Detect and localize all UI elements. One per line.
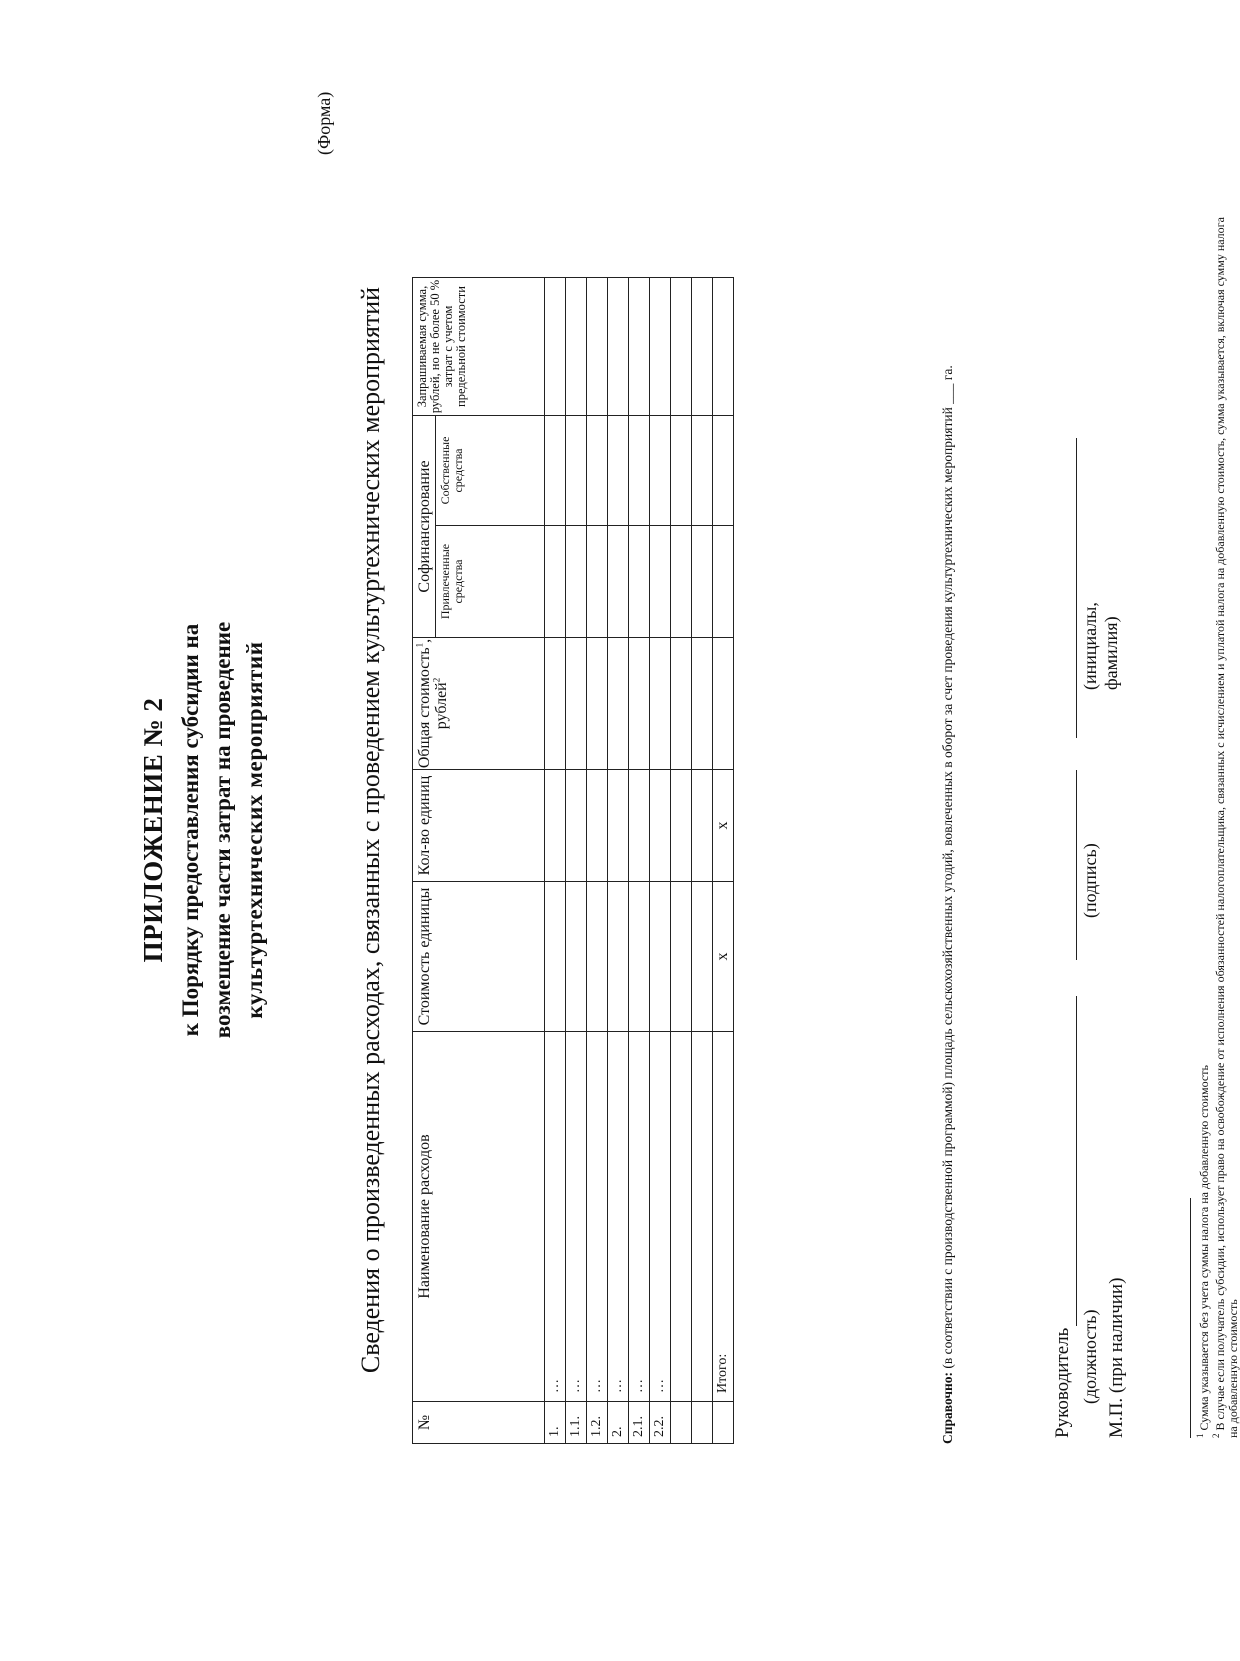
- cell-total-cost: [713, 638, 734, 770]
- cell-quantity: [545, 770, 566, 882]
- footnote-1: [1195, 208, 1211, 1438]
- cell-unit-cost: [692, 882, 713, 1032]
- cell-own-funds: [545, 416, 566, 526]
- cell-unit-cost: [650, 882, 671, 1032]
- table-row: [587, 278, 608, 1444]
- header-attracted-funds: Привлеченные средства: [435, 526, 544, 638]
- header-quantity: Кол-во единиц: [413, 770, 545, 882]
- cell-unit-cost: [671, 882, 692, 1032]
- cell-quantity: [650, 770, 671, 882]
- cell-requested-sum: [608, 278, 629, 416]
- cell-total-quantity: х: [713, 770, 734, 882]
- cell-unit-cost: [629, 882, 650, 1032]
- cell-quantity: [587, 770, 608, 882]
- table-row: [545, 278, 566, 1444]
- appendix-subtitle-line-2: возмещение части затрат на проведение: [210, 621, 235, 1039]
- table-row: [629, 278, 650, 1444]
- cell-total-cost: [650, 638, 671, 770]
- cell-total-cost: [629, 638, 650, 770]
- signature-line: [1054, 770, 1077, 960]
- table-row: [671, 278, 692, 1444]
- footnote-2-mark: 2: [1211, 1433, 1221, 1438]
- cell-attracted-funds: [545, 526, 566, 638]
- cell-quantity: [608, 770, 629, 882]
- appendix-title: ПРИЛОЖЕНИЕ № 2: [138, 697, 168, 963]
- initials-caption: (инициалы, фамилия): [1080, 602, 1121, 690]
- footnote-1-text: Сумма указывается без учета суммы налога на добавленную стоимость: [1197, 1065, 1211, 1434]
- expenses-table: [412, 277, 734, 1444]
- appendix-subtitle-line-3: культуртехнических мероприятий: [242, 641, 267, 1019]
- footnote-mark-2: 2: [431, 677, 442, 683]
- table-row-total: [713, 278, 734, 1444]
- cell-attracted-funds: [650, 526, 671, 638]
- cell-total-cost: [545, 638, 566, 770]
- cell-expense-name: …: [608, 1032, 629, 1402]
- cell-quantity: [671, 770, 692, 882]
- header-own-funds: Собственные средства: [435, 416, 544, 526]
- cell-number: 1.2.: [587, 1402, 608, 1444]
- cell-number: 1.: [545, 1402, 566, 1444]
- cell-expense-name: …: [545, 1032, 566, 1402]
- cell-unit-cost: [545, 882, 566, 1032]
- header-unit-cost: Стоимость единицы: [413, 882, 545, 1032]
- cell-requested-sum: [692, 278, 713, 416]
- cell-expense-name: …: [650, 1032, 671, 1402]
- cell-expense-name: …: [566, 1032, 587, 1402]
- reference-note-text: (в соответствии с производственной программой) площадь сельскохозяйственных угодий, вовлеченных в оборот за счет проведения культуртехнических мероприятий ___ га.: [940, 365, 955, 1372]
- footnote-1-mark: 1: [1195, 1433, 1205, 1438]
- table-body: [545, 278, 713, 1444]
- cell-own-funds: [587, 416, 608, 526]
- cell-expense-name: …: [629, 1032, 650, 1402]
- document-page: [60, 50, 1240, 1610]
- footnote-mark-1: 1: [414, 642, 425, 648]
- cell-number: 1.1.: [566, 1402, 587, 1444]
- position-caption: (должность): [1080, 1309, 1100, 1404]
- footnote-divider: [1190, 1198, 1191, 1438]
- signature-caption: (подпись): [1080, 843, 1100, 918]
- cell-attracted-funds: [566, 526, 587, 638]
- head-label: Руководитель: [1052, 1327, 1073, 1438]
- table-row: [608, 278, 629, 1444]
- cell-own-funds: [692, 416, 713, 526]
- cell-quantity: [692, 770, 713, 882]
- stamp-label: М.П. (при наличии): [1106, 1277, 1127, 1438]
- cell-total-requested: [713, 278, 734, 416]
- header-total-cost: [413, 638, 545, 770]
- cell-requested-sum: [650, 278, 671, 416]
- cell-unit-cost: [587, 882, 608, 1032]
- document-heading: Сведения о произведенных расходах, связанных с проведением культуртехнических мероприятий: [356, 286, 385, 1374]
- cell-total-cost: [587, 638, 608, 770]
- cell-requested-sum: [587, 278, 608, 416]
- cell-quantity: [566, 770, 587, 882]
- header-total-cost-unit: , рублей: [416, 638, 450, 730]
- table-row: [692, 278, 713, 1444]
- header-total-cost-text: Общая стоимость: [416, 647, 433, 769]
- cell-total-label: Итого:: [713, 1032, 734, 1402]
- cell-requested-sum: [566, 278, 587, 416]
- appendix-subtitle-line-1: к Порядку предоставления субсидии на: [178, 623, 203, 1037]
- cell-number: [692, 1402, 713, 1444]
- cell-own-funds: [608, 416, 629, 526]
- cell-requested-sum: [629, 278, 650, 416]
- reference-note-label: Справочно:: [940, 1371, 955, 1444]
- cell-own-funds: [629, 416, 650, 526]
- cell-requested-sum: [671, 278, 692, 416]
- cell-own-funds: [566, 416, 587, 526]
- cell-total-number: [713, 1402, 734, 1444]
- cell-number: 2.1.: [629, 1402, 650, 1444]
- cell-total-cost: [692, 638, 713, 770]
- reference-note: [940, 365, 956, 1444]
- cell-attracted-funds: [608, 526, 629, 638]
- cell-attracted-funds: [587, 526, 608, 638]
- cell-expense-name: [692, 1032, 713, 1402]
- cell-number: 2.2.: [650, 1402, 671, 1444]
- cell-total-cost: [566, 638, 587, 770]
- cell-number: 2.: [608, 1402, 629, 1444]
- cell-expense-name: …: [587, 1032, 608, 1402]
- form-label: (Форма): [314, 91, 334, 155]
- header-cofinancing: Софинансирование: [413, 416, 436, 638]
- cell-attracted-funds: [629, 526, 650, 638]
- position-line: [1054, 996, 1077, 1326]
- cell-own-funds: [650, 416, 671, 526]
- table-row: [650, 278, 671, 1444]
- cell-attracted-funds: [692, 526, 713, 638]
- cell-total-cost: [671, 638, 692, 770]
- cell-number: [671, 1402, 692, 1444]
- cell-expense-name: [671, 1032, 692, 1402]
- signature-block: [1052, 538, 1142, 1438]
- cell-unit-cost: [566, 882, 587, 1032]
- cell-own-funds: [671, 416, 692, 526]
- header-number: №: [413, 1402, 545, 1444]
- cell-total-unit-cost: х: [713, 882, 734, 1032]
- cell-total-own: [713, 416, 734, 526]
- cell-total-cost: [608, 638, 629, 770]
- cell-requested-sum: [545, 278, 566, 416]
- footnote-2: [1211, 208, 1240, 1438]
- initials-line: [1054, 438, 1077, 738]
- table-row: [566, 278, 587, 1444]
- header-requested-sum: Запрашиваемая сумма, рублей, но не более 50 % затрат с учетом предельной стоимости: [413, 278, 545, 416]
- header-expense-name: Наименование расходов: [413, 1032, 545, 1402]
- cell-quantity: [629, 770, 650, 882]
- cell-total-attracted: [713, 526, 734, 638]
- cell-attracted-funds: [671, 526, 692, 638]
- cell-unit-cost: [608, 882, 629, 1032]
- footnote-2-text: В случае если получатель субсидии, использует право на освобождение от исполнения обязанностей налогоплательщика, связанных с исчислением и уплатой налога на добавленную стоимость, сумма указывается, включая сумму налога на добавленную стоимость: [1213, 217, 1240, 1438]
